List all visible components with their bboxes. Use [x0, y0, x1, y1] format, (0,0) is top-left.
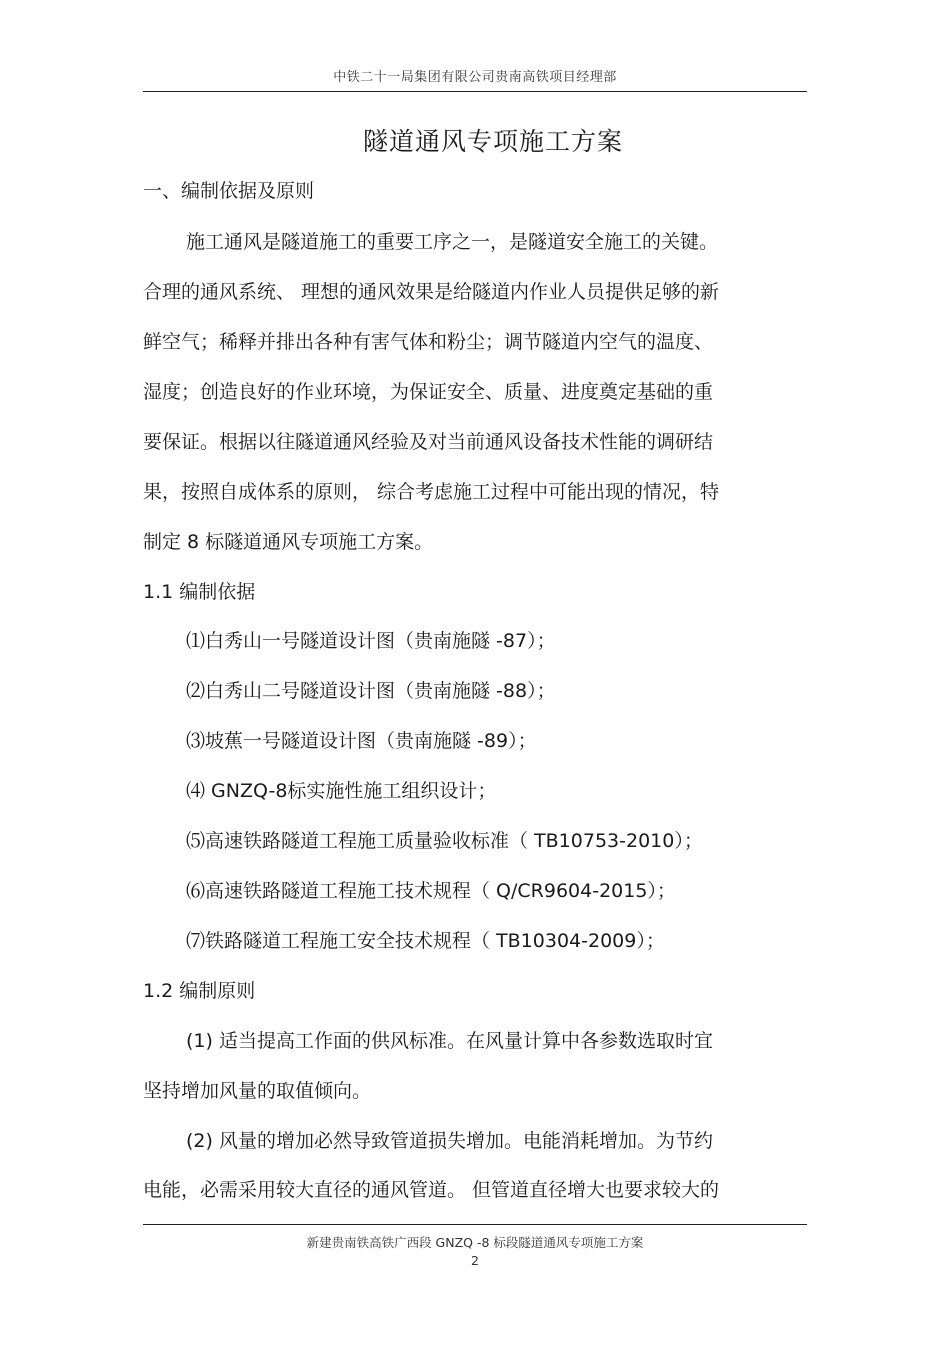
paragraph-line: (2) 风量的增加必然导致管道损失增加。电能消耗增加。为节约 [186, 1130, 713, 1152]
list-item: ⑵白秀山二号隧道设计图（贵南施隧 -88）； [186, 680, 556, 702]
paragraph-line: 要保证。根据以往隧道通风经验及对当前通风设备技术性能的调研结 [143, 431, 714, 453]
subsection-heading: 1.1 编制依据 [143, 581, 256, 603]
paragraph-line: 施工通风是隧道施工的重要工序之一，是隧道安全施工的关键。 [186, 231, 719, 253]
list-item: ⑸高速铁路隧道工程施工质量验收标准（ TB10753-2010）； [186, 830, 703, 852]
list-item: ⑷ GNZQ-8标实施性施工组织设计； [186, 780, 497, 802]
footer-rule [143, 1224, 807, 1225]
list-item: ⑶坡蕉一号隧道设计图（贵南施隧 -89）； [186, 730, 537, 752]
paragraph-line: 坚持增加风量的取值倾向。 [143, 1080, 372, 1102]
list-item: ⑹高速铁路隧道工程施工技术规程（ Q/CR9604-2015）； [186, 880, 676, 902]
paragraph-line: (1) 适当提高工作面的供风标准。在风量计算中各参数选取时宜 [186, 1030, 713, 1052]
paragraph-line: 鲜空气；稀释并排出各种有害气体和粉尘；调节隧道内空气的温度、 [143, 331, 714, 353]
document-title: 隧道通风专项施工方案 [362, 127, 623, 156]
page-number: 2 [471, 1253, 479, 1268]
paragraph-line: 果，按照自成体系的原则， 综合考虑施工过程中可能出现的情况，特 [143, 481, 720, 503]
paragraph-line: 合理的通风系统、 理想的通风效果是给隧道内作业人员提供足够的新 [143, 281, 720, 303]
paragraph-line: 制定 8 标隧道通风专项施工方案。 [143, 531, 434, 553]
section-heading: 一、编制依据及原则 [143, 180, 315, 202]
paragraph-line: 湿度；创造良好的作业环境，为保证安全、质量、进度奠定基础的重 [143, 381, 714, 403]
list-item: ⑴白秀山一号隧道设计图（贵南施隧 -87）； [186, 630, 556, 652]
header-rule [143, 91, 807, 92]
paragraph-line: 电能，必需采用较大直径的通风管道。 但管道直径增大也要求较大的 [143, 1179, 720, 1201]
list-item: ⑺铁路隧道工程施工安全技术规程（ TB10304-2009）； [186, 930, 665, 952]
subsection-heading: 1.2 编制原则 [143, 980, 256, 1002]
page-footer: 新建贵南铁高铁广西段 GNZQ -8 标段隧道通风专项施工方案 [306, 1235, 644, 1250]
page-header: 中铁二十一局集团有限公司贵南高铁项目经理部 [333, 70, 617, 85]
